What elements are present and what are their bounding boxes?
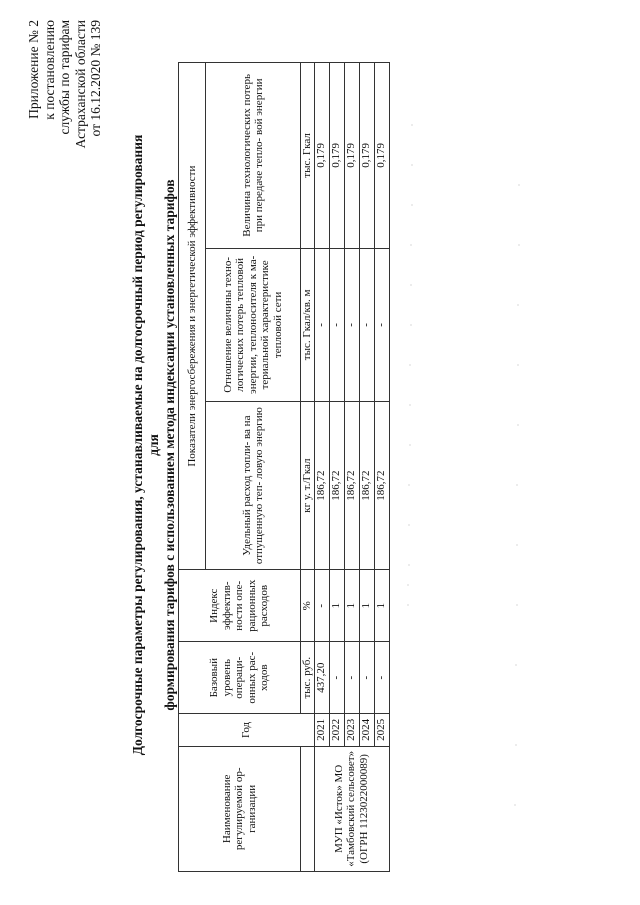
appendix-line: службы по тарифам <box>57 20 72 135</box>
unit-ratio: тыс. Гкал/кв. м <box>301 248 315 401</box>
fuel-cell: 186,72 <box>344 401 359 569</box>
index-cell: 1 <box>359 570 374 642</box>
appendix-block <box>26 20 104 180</box>
document-title <box>130 125 178 765</box>
year-cell: 2025 <box>374 714 389 746</box>
losses-cell: 0,179 <box>314 63 329 249</box>
losses-cell: 0,179 <box>374 63 389 249</box>
ratio-cell: - <box>329 248 344 401</box>
header-org: Наименование регулируемой ор- ганизации <box>179 746 301 871</box>
fuel-cell: 186,72 <box>374 401 389 569</box>
losses-cell: 0,179 <box>329 63 344 249</box>
fuel-cell: 186,72 <box>359 401 374 569</box>
header-year: Год <box>179 714 315 746</box>
fuel-cell: 186,72 <box>329 401 344 569</box>
losses-cell: 0,179 <box>344 63 359 249</box>
parameters-table <box>178 62 390 872</box>
appendix-line: Астраханской области <box>72 20 88 149</box>
losses-cell: 0,179 <box>359 63 374 249</box>
appendix-line: от 16.12.2020 № 139 <box>88 20 103 137</box>
base-cell: - <box>344 642 359 714</box>
header-efficiency-index: Индекс эффектив- ности опе- рационных расходов <box>179 570 301 642</box>
header-tech-losses: Величина технологических потерь при передаче тепло- вой энергии <box>206 63 301 249</box>
ratio-cell: - <box>374 248 389 401</box>
appendix-line: к постановлению <box>41 20 57 120</box>
ratio-cell: - <box>314 248 329 401</box>
header-base-level: Базовый уровень операци- онных рас- ходов <box>179 642 301 714</box>
base-cell: - <box>329 642 344 714</box>
year-cell: 2021 <box>314 714 329 746</box>
index-cell: 1 <box>344 570 359 642</box>
unit-fuel: кг у. т./Гкал <box>301 401 315 569</box>
units-org-empty <box>301 746 315 871</box>
ratio-cell: - <box>344 248 359 401</box>
appendix-line: Приложение № 2 <box>26 20 41 119</box>
year-cell: 2023 <box>344 714 359 746</box>
fuel-cell: 186,72 <box>314 401 329 569</box>
table-row <box>314 63 329 872</box>
header-energy-group: Показатели энергосбережения и энергетической эффективности <box>179 63 206 570</box>
unit-index: % <box>301 570 315 642</box>
title-line-2: формирования тарифов с использованием метода индексации установленных тарифов <box>162 179 177 711</box>
year-cell: 2022 <box>329 714 344 746</box>
ratio-cell: - <box>359 248 374 401</box>
base-cell: 437,20 <box>314 642 329 714</box>
title-line-1: Долгосрочные параметры регулирования, устанавливаемые на долгосрочный период регулирования для <box>130 134 161 756</box>
base-cell: - <box>374 642 389 714</box>
unit-base: тыс. руб. <box>301 642 315 714</box>
index-cell: - <box>314 570 329 642</box>
year-cell: 2024 <box>359 714 374 746</box>
base-cell: - <box>359 642 374 714</box>
header-loss-ratio: Отношение величины техно- логических потерь тепловой энергии, теплоносителя к ма- териальной характеристике тепловой сети <box>206 248 301 401</box>
unit-losses: тыс. Гкал <box>301 63 315 249</box>
index-cell: 1 <box>329 570 344 642</box>
header-fuel-consumption: Удельный расход топли- ва на отпущенную теп- ловую энергию <box>206 401 301 569</box>
org-name-cell: МУП «Исток» МО «Тамбовский сельсовет» (ОГРН 1123022000089) <box>314 746 389 871</box>
index-cell: 1 <box>374 570 389 642</box>
